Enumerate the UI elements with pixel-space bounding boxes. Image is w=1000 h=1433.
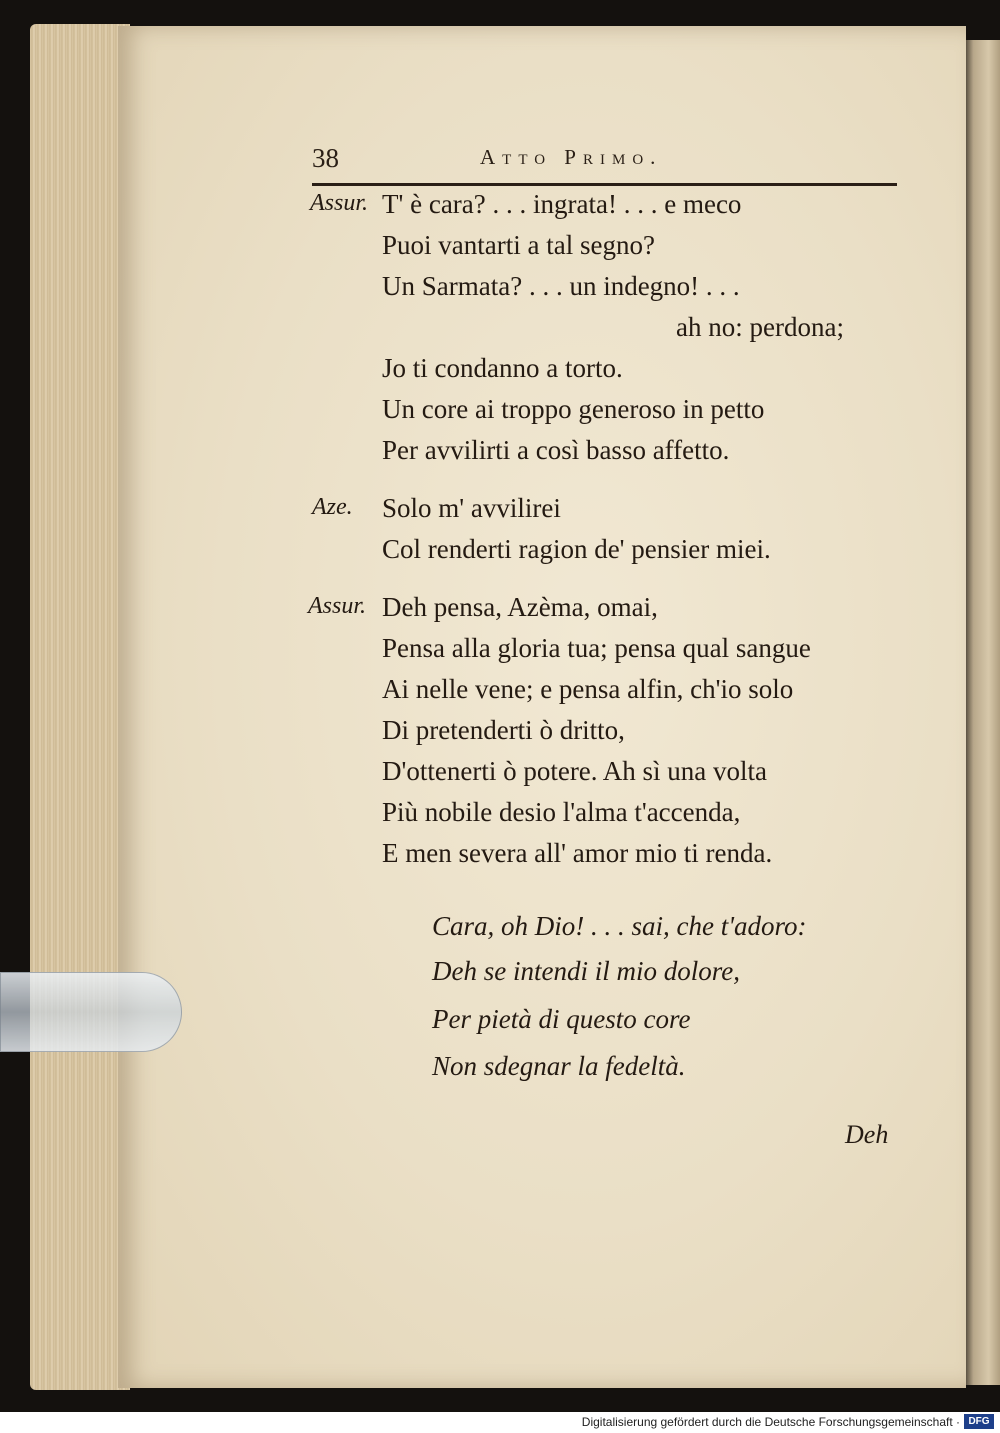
page-header (312, 143, 897, 186)
digitization-footer (0, 1412, 1000, 1433)
verse-line: Col renderti ragion de' pensier miei. (382, 534, 771, 564)
speaker-label: Aze. (312, 494, 353, 520)
verse-line: Jo ti condanno a torto. (382, 353, 623, 383)
verse-line: Un core ai troppo generoso in petto (382, 394, 765, 424)
aria-line: Non sdegnar la fedeltà. (432, 1051, 686, 1081)
verse-line: Deh pensa, Azèma, omai, (382, 592, 658, 622)
footer-credit: Digitalisierung gefördert durch die Deutsche Forschungsgemeinschaft · (581, 1415, 960, 1429)
verse-line: E men severa all' amor mio ti renda. (382, 838, 773, 868)
aria-line: Per pietà di questo core (432, 1004, 691, 1034)
verse-line: Per avvilirti a così basso affetto. (382, 435, 730, 465)
verse-line: Solo m' avvilirei (382, 493, 561, 523)
verse-line: D'ottenerti ò potere. Ah sì una volta (382, 756, 768, 786)
verse-line: T' è cara? . . . ingrata! . . . e meco (382, 189, 742, 219)
catchword: Deh (845, 1120, 889, 1149)
speaker-label: Assur. (310, 190, 369, 216)
page-clip (0, 972, 182, 1052)
verse-line: Un Sarmata? . . . un indegno! . . . (382, 271, 740, 301)
dfg-logo-icon: DFG (964, 1414, 994, 1429)
page-number: 38 (312, 143, 339, 173)
verse-line: Pensa alla gloria tua; pensa qual sangue (382, 633, 811, 663)
verse-line: Puoi vantarti a tal segno? (382, 230, 655, 260)
page-stack-edge (30, 24, 130, 1390)
speaker-label: Assur. (308, 593, 367, 619)
running-title: Atto Primo. (480, 145, 663, 169)
verse-line: ah no: perdona; (676, 312, 844, 342)
facing-page-edge (962, 40, 1000, 1385)
verse-line: Più nobile desio l'alma t'accenda, (382, 797, 741, 827)
verse-line: Ai nelle vene; e pensa alfin, ch'io solo (382, 674, 794, 704)
aria-line: Deh se intendi il mio dolore, (432, 956, 740, 986)
verse-line: Di pretenderti ò dritto, (382, 715, 625, 745)
aria-line: Cara, oh Dio! . . . sai, che t'adoro: (432, 911, 807, 941)
